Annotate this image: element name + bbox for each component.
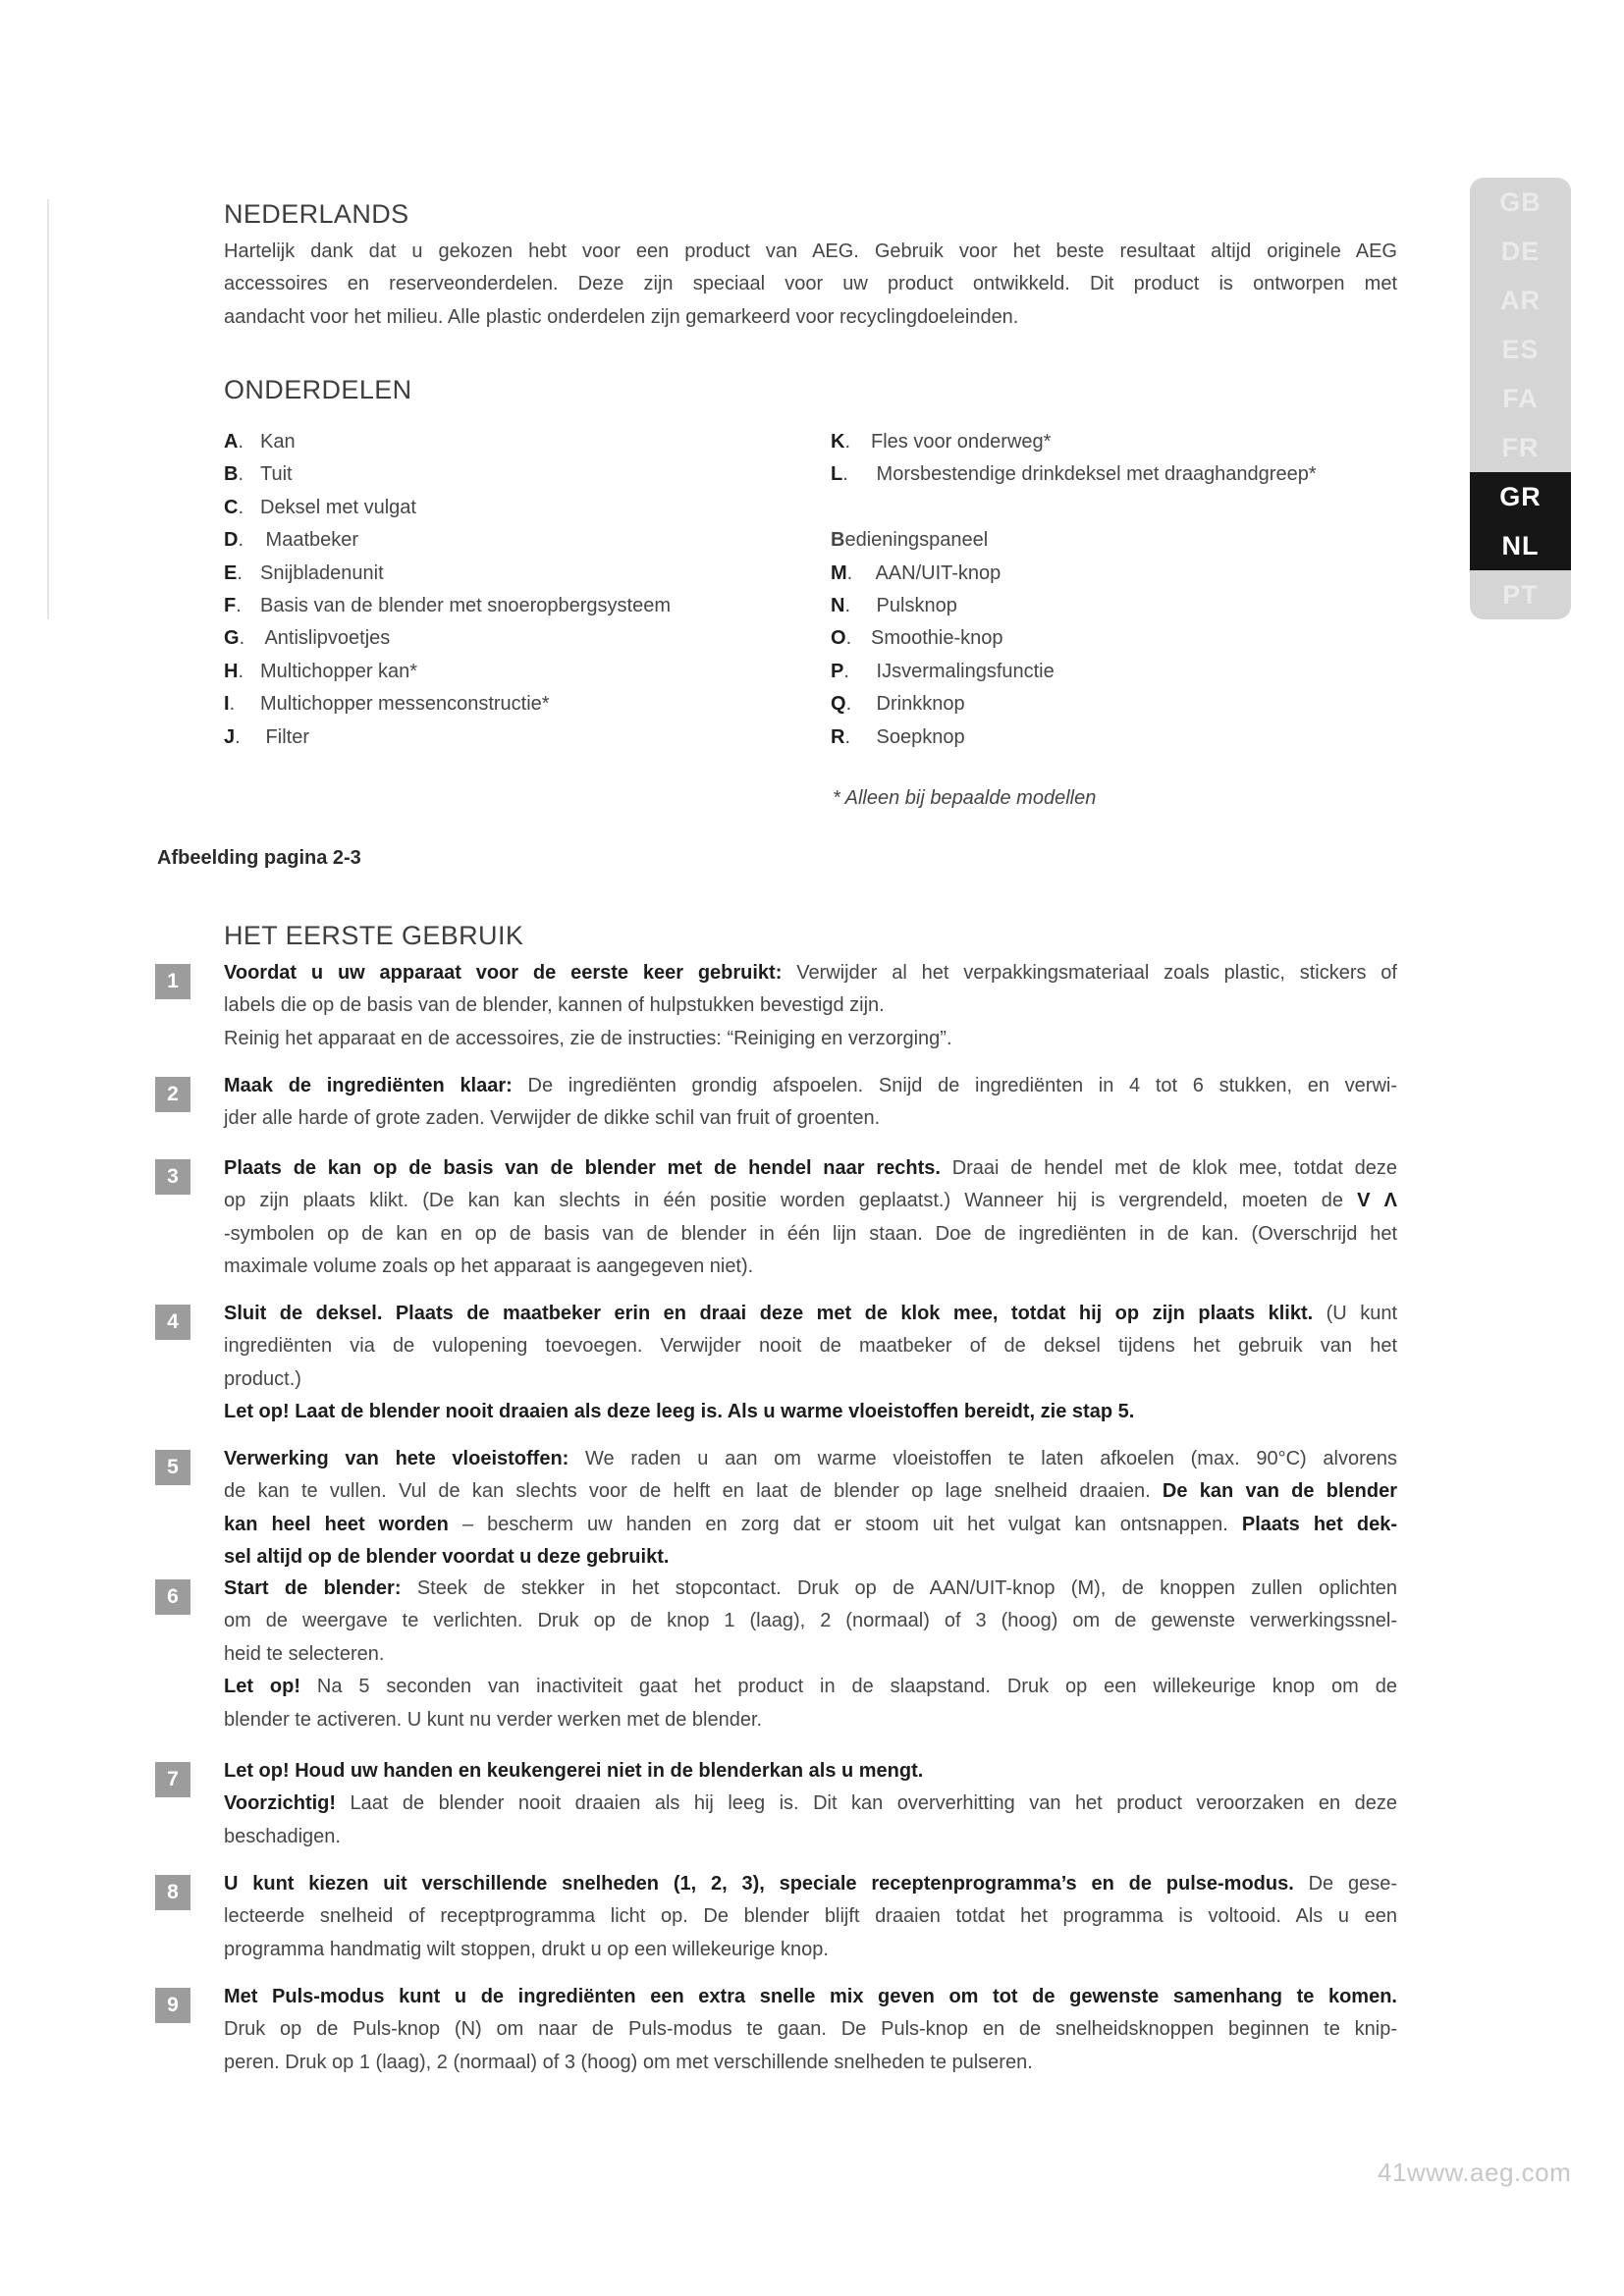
step-line: labels die op de basis van de blender, kannen of hulpstukken bevestigd zijn. <box>224 994 885 1017</box>
part-item <box>224 492 671 524</box>
step-number-badge: 2 <box>155 1077 190 1112</box>
part-item <box>831 622 1317 655</box>
step-line: Plaats de kan op de basis van de blender met de hendel naar rechts. Draai de hendel met de klok mee, totdat deze <box>224 1157 1397 1179</box>
part-letter: E. <box>224 561 243 584</box>
part-letter: H. <box>224 660 244 682</box>
part-label: Antislipvoetjes <box>260 627 391 650</box>
part-letter: G. <box>224 627 245 650</box>
part-letter: K. <box>831 431 851 453</box>
part-letter: N. <box>831 594 851 616</box>
step-line: heid te selecteren. <box>224 1642 385 1665</box>
part-item <box>831 656 1317 688</box>
intro-line: Hartelijk dank dat u gekozen hebt voor een product van AEG. Gebruik voor het beste resultaat altijd originele AEG <box>224 240 1397 262</box>
step-line: Let op! Na 5 seconden van inactiviteit gaat het product in de slaapstand. Druk op een willekeurige knop om de <box>224 1676 1397 1698</box>
part-item <box>831 458 1317 491</box>
spacer-row <box>831 492 1317 524</box>
intro-line: accessoires en reserveonderdelen. Deze zijn speciaal voor uw product ontwikkeld. Dit product is ontworpen met <box>224 273 1397 295</box>
step-line: Reinig het apparaat en de accessoires, zie de instructies: “Reiniging en verzorging”. <box>224 1027 952 1049</box>
step-line: Voordat u uw apparaat voor de eerste keer gebruikt: Verwijder al het verpakkingsmateriaal zoals plastic, stickers of <box>224 962 1397 984</box>
part-letter: R. <box>831 725 851 748</box>
page-title: NEDERLANDS <box>224 199 409 229</box>
intro-paragraph <box>224 236 1397 334</box>
step-line: lecteerde snelheid of receptprogramma licht op. De blender blijft draaien totdat het programma is voltooid. Als u een <box>224 1905 1397 1928</box>
part-label: IJsvermalingsfunctie <box>871 660 1055 682</box>
website-url: www.aeg.com <box>1406 2158 1572 2187</box>
language-tab-nl: NL <box>1470 521 1571 570</box>
step-line: Let op! Laat de blender nooit draaien als deze leeg is. Als u warme vloeistoffen bereidt, zie stap 5. <box>224 1401 1135 1423</box>
part-label: Soepknop <box>871 725 965 748</box>
part-label: Filter <box>260 725 309 748</box>
step-text <box>224 1443 1397 1575</box>
part-label: Multichopper kan* <box>260 660 418 682</box>
part-label: Morsbestendige drinkdeksel met draaghandgreep* <box>871 463 1317 486</box>
step-line: Start de blender: Steek de stekker in het stopcontact. Druk op de AAN/UIT-knop (M), de knoppen zullen oplichten <box>224 1577 1398 1599</box>
part-letter: C. <box>224 496 244 518</box>
part-item <box>224 688 671 721</box>
language-tab-fr: FR <box>1501 433 1540 462</box>
step-number-badge: 1 <box>155 964 190 999</box>
part-label: Deksel met vulgat <box>260 496 416 518</box>
part-letter: F. <box>224 594 242 616</box>
figure-reference: Afbeelding pagina 2-3 <box>157 847 361 869</box>
part-letter: A. <box>224 431 244 453</box>
part-letter: J. <box>224 725 241 748</box>
step-number-badge: 5 <box>155 1450 190 1485</box>
part-label: Tuit <box>260 463 293 486</box>
part-label: AAN/UIT-knop <box>871 561 1001 584</box>
language-tab-gr: GR <box>1470 472 1571 521</box>
language-tab-de: DE <box>1500 237 1541 266</box>
step-line: Let op! Houd uw handen en keukengerei niet in de blenderkan als u mengt. <box>224 1760 924 1782</box>
part-item <box>831 558 1317 590</box>
step-line: peren. Druk op 1 (laag), 2 (normaal) of 3 (hoog) om met verschillende snelheden te pulseren. <box>224 2051 1033 2073</box>
part-label: Smoothie-knop <box>871 627 1003 650</box>
step-line: Sluit de deksel. Plaats de maatbeker erin en draai deze met de klok mee, totdat hij op zijn plaats klikt. (U kunt <box>224 1303 1397 1324</box>
part-letter: M. <box>831 561 853 584</box>
step-line: Verwerking van hete vloeistoffen: We raden u aan om warme vloeistoffen te laten afkoelen (max. 90°C) alvorens <box>224 1448 1398 1469</box>
part-letter: D. <box>224 529 244 552</box>
models-note: * Alleen bij bepaalde modellen <box>833 787 1097 809</box>
language-sidebar <box>1470 178 1571 619</box>
step-line: programma handmatig wilt stoppen, drukt u op een willekeurige knop. <box>224 1938 829 1960</box>
step-number-badge: 8 <box>155 1875 190 1910</box>
part-item <box>224 721 671 754</box>
step-text <box>224 1868 1397 1966</box>
step-number-badge: 3 <box>155 1159 190 1195</box>
step-text <box>224 1298 1397 1429</box>
part-letter: B. <box>224 463 244 486</box>
part-item <box>224 590 671 622</box>
step-text <box>224 1573 1397 1736</box>
step-number-badge: 9 <box>155 1988 190 2023</box>
part-item <box>831 590 1317 622</box>
step-number-badge: 7 <box>155 1762 190 1797</box>
step-line: sel altijd op de blender voordat u deze gebruikt. <box>224 1546 670 1569</box>
step-line: -symbolen op de kan en op de basis van de blender in één lijn staan. Doe de ingrediënten in de kan. (Overschrijd het <box>224 1222 1397 1245</box>
step-text <box>224 957 1397 1055</box>
part-label: Drinkknop <box>871 693 965 716</box>
part-label: Pulsknop <box>871 594 957 616</box>
step-text <box>224 1070 1397 1136</box>
first-use-heading: HET EERSTE GEBRUIK <box>224 921 524 950</box>
step-line: U kunt kiezen uit verschillende snelheden (1, 2, 3), speciale receptenprogramma’s en de pulse-modus. De gese- <box>224 1873 1398 1895</box>
step-line: beschadigen. <box>224 1825 341 1847</box>
part-item <box>224 656 671 688</box>
part-label: Maatbeker <box>260 529 359 552</box>
part-item <box>831 721 1317 754</box>
page-number: 41 <box>1378 2158 1407 2187</box>
step-number-badge: 4 <box>155 1305 190 1340</box>
language-tab-ar: AR <box>1500 286 1541 315</box>
step-line: ingrediënten via de vulopening toevoegen. Verwijder nooit de maatbeker of de deksel tijdens het gebruik van het <box>224 1335 1397 1358</box>
step-line: product.) <box>224 1367 301 1390</box>
language-tab-gb: GB <box>1499 187 1542 217</box>
step-line: kan heel heet worden – bescherm uw handen en zorg dat er stoom uit het vulgat kan ontsnappen. Plaats het dek- <box>224 1513 1398 1535</box>
language-tab-es: ES <box>1501 335 1540 364</box>
step-line: jder alle harde of grote zaden. Verwijder de dikke schil van fruit of groenten. <box>224 1107 881 1130</box>
step-line: om de weergave te verlichten. Druk op de knop 1 (laag), 2 (normaal) of 3 (hoog) om de gewenste verwerkingssnel- <box>224 1610 1397 1632</box>
part-letter: O. <box>831 627 852 650</box>
part-letter: L. <box>831 463 848 486</box>
part-letter: I. <box>224 693 236 716</box>
step-line: maximale volume zoals op het apparaat is aangegeven niet). <box>224 1255 754 1278</box>
step-text <box>224 1981 1397 2079</box>
step-line: de kan te vullen. Vul de kan slechts voor de helft en laat de blender op lage snelheid draaien. De kan van de blender <box>224 1480 1397 1503</box>
part-item <box>831 688 1317 721</box>
part-label: Fles voor onderweg* <box>871 431 1052 453</box>
page-footer <box>1378 2158 1571 2188</box>
part-letter: Q. <box>831 693 852 716</box>
step-line: blender te activeren. U kunt nu verder werken met de blender. <box>224 1708 763 1731</box>
part-item <box>224 558 671 590</box>
part-label: Kan <box>260 431 296 453</box>
step-text <box>224 1152 1397 1284</box>
part-label: Basis van de blender met snoeropbergsysteem <box>260 594 672 616</box>
step-line: Maak de ingrediënten klaar: De ingrediënten grondig afspoelen. Snijd de ingrediënten in 4 tot 6 stukken, en verwi- <box>224 1075 1398 1096</box>
margin-rule <box>47 199 49 619</box>
step-number-badge: 6 <box>155 1579 190 1615</box>
parts-list-left <box>224 426 671 754</box>
part-label: Snijbladenunit <box>260 561 384 584</box>
parts-heading: ONDERDELEN <box>224 375 412 404</box>
intro-line: aandacht voor het milieu. Alle plastic onderdelen zijn gemarkeerd voor recyclingdoeleinden. <box>224 305 1019 328</box>
parts-list-right <box>831 426 1317 754</box>
step-line: Voorzichtig! Laat de blender nooit draaien als hij leeg is. Dit kan oververhitting van het product veroorzaken en deze <box>224 1792 1397 1815</box>
language-tab-pt: PT <box>1502 580 1539 610</box>
part-item <box>224 426 671 458</box>
language-tab-fa: FA <box>1502 384 1539 413</box>
part-letter: P. <box>831 660 849 682</box>
part-item <box>224 458 671 491</box>
part-item <box>224 622 671 655</box>
step-line: Druk op de Puls-knop (N) om naar de Puls-modus te gaan. De Puls-knop en de snelheidsknoppen beginnen te knip- <box>224 2018 1397 2041</box>
step-text <box>224 1755 1397 1853</box>
control-panel-heading: Bedieningspaneel <box>831 529 989 552</box>
step-line: op zijn plaats klikt. (De kan kan slechts in één positie worden geplaatst.) Wanneer hij is vergrendeld, moeten de V Λ <box>224 1190 1397 1212</box>
step-line: Met Puls-modus kunt u de ingrediënten een extra snelle mix geven om tot de gewenste samenhang te komen. <box>224 1986 1397 2007</box>
part-label: Multichopper messenconstructie* <box>260 693 550 716</box>
part-item <box>831 426 1317 458</box>
part-item <box>224 524 671 557</box>
